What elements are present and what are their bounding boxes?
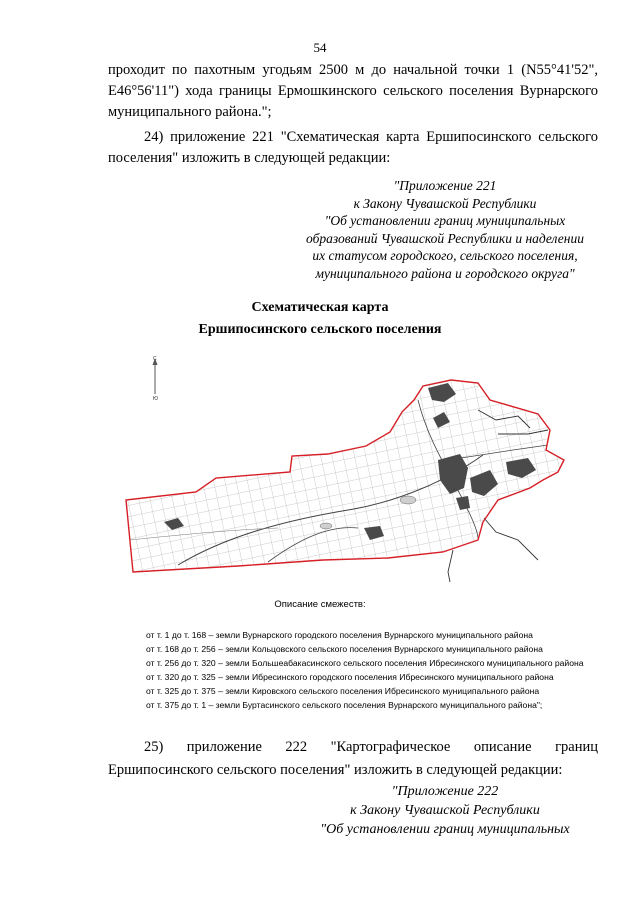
adjacency-title: Описание смежеств: xyxy=(274,599,366,610)
map-title xyxy=(0,297,640,341)
appendix-221-header xyxy=(286,177,604,282)
adjacency-item: от т. 1 до т. 168 – земли Вурнарского городского поселения Вурнарского муниципального района xyxy=(146,630,533,640)
paragraph-continuation: проходит по пахотным угодьям 2500 м до начальной точки 1 (N55°41'52", E46°56'11") хода границы Ермошкинского сельского поселения Вурнарского муниципального района."; xyxy=(108,62,598,120)
appendix-221-line-3: "Об установлении границ муниципальных xyxy=(324,213,566,228)
north-arrow-icon xyxy=(153,356,159,402)
schematic-map xyxy=(118,350,588,585)
adjacency-item: от т. 168 до т. 256 – земли Кольцовского сельского поселения Вурнарского муниципального района xyxy=(146,644,543,654)
appendix-222-line-1: "Приложение 222 xyxy=(391,784,499,799)
field-grid xyxy=(118,350,588,585)
north-label: С xyxy=(153,356,157,362)
paragraph-item-24: 24) приложение 221 "Схематическая карта Ершипосинского сельского поселения" изложить в следующей редакции: xyxy=(108,129,598,166)
schematic-map-svg xyxy=(118,350,588,585)
appendix-222-line-3: "Об установлении границ муниципальных xyxy=(320,822,570,837)
paragraph-item-25: 25) приложение 222 "Картографическое описание границ Ершипосинского сельского поселения" изложить в следующей редакции: xyxy=(108,739,598,778)
adjacency-list xyxy=(104,628,598,712)
adjacency-item: от т. 256 до т. 320 – земли Большеабакасинского сельского поселения Ибресинского муниципального района xyxy=(146,658,584,668)
adjacency-item: от т. 375 до т. 1 – земли Буртасинского сельского поселения Вурнарского муниципального района"; xyxy=(146,700,543,710)
appendix-222-header xyxy=(286,782,604,839)
appendix-221-line-5: их статусом городского, сельского поселения, xyxy=(312,248,578,263)
south-label: Ю xyxy=(153,396,159,402)
appendix-221-line-1: "Приложение 221 xyxy=(393,178,497,193)
map-title-line-2: Ершипосинского сельского поселения xyxy=(198,322,442,337)
appendix-221-line-6: муниципального района и городского округа" xyxy=(315,265,575,281)
adjacency-item: от т. 325 до т. 375 – земли Кировского сельского поселения Ибресинского муниципального района xyxy=(146,686,540,696)
page-number: 54 xyxy=(313,40,327,55)
appendix-222-line-2: к Закону Чувашской Республики xyxy=(350,803,540,818)
appendix-221-line-2: к Закону Чувашской Республики xyxy=(353,195,537,211)
map-title-line-1: Схематическая карта xyxy=(251,300,389,315)
adjacency-item: от т. 320 до т. 325 – земли Ибресинского городского поселения Ибресинского муниципального района xyxy=(146,672,554,682)
appendix-221-line-4: образований Чувашской Республики и наделении xyxy=(306,230,584,246)
